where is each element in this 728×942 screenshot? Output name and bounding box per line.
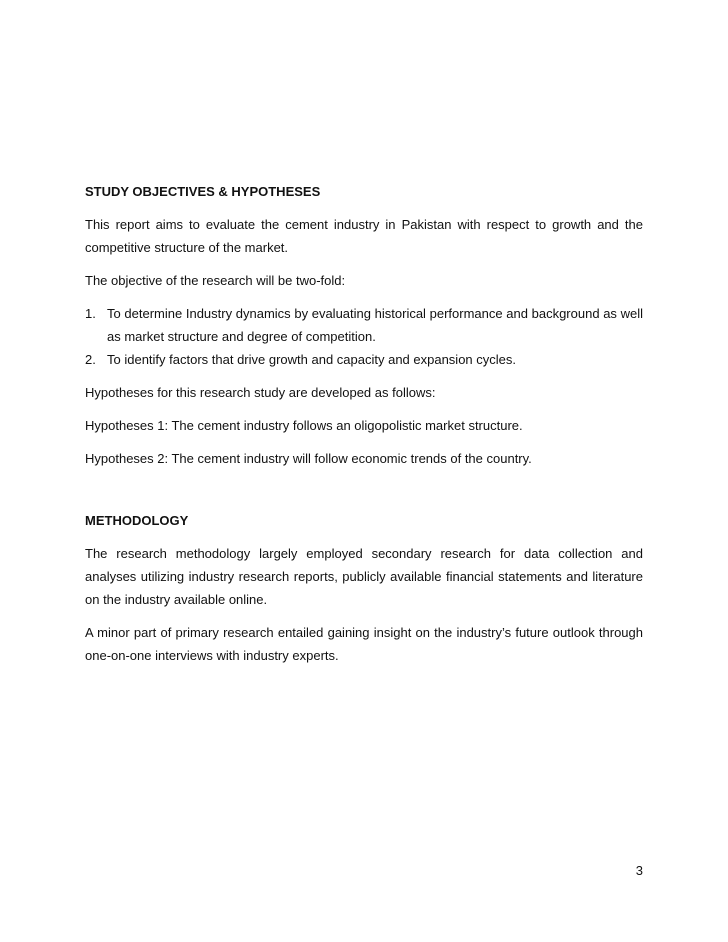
objective-number: 1. [85,306,96,321]
objective-text: To determine Industry dynamics by evaluating historical performance and background as well as market structure and degree of competition. [107,306,643,344]
section-spacer [85,480,643,510]
hypothesis-2: Hypotheses 2: The cement industry will follow economic trends of the country. [85,451,532,466]
objectives-list [85,302,643,371]
page-number: 3 [635,863,643,878]
objective-item [85,302,643,348]
page-content [85,181,643,677]
section-heading-objectives: STUDY OBJECTIVES & HYPOTHESES [85,184,321,199]
hypothesis-1: Hypotheses 1: The cement industry follows an oligopolistic market structure. [85,418,523,433]
intro-paragraph: This report aims to evaluate the cement industry in Pakistan with respect to growth and the competitive structure of the market. [85,217,643,255]
section-heading-methodology: METHODOLOGY [85,513,189,528]
objective-number: 2. [85,352,96,367]
objective-lead-paragraph: The objective of the research will be two-fold: [85,273,346,288]
objective-text: To identify factors that drive growth and capacity and expansion cycles. [107,352,516,367]
methodology-paragraph-1: The research methodology largely employed secondary research for data collection and analyses utilizing industry research reports, publicly available financial statements and literature on the industry available online. [85,546,643,607]
objective-item [85,348,643,371]
hypotheses-lead-paragraph: Hypotheses for this research study are developed as follows: [85,385,436,400]
methodology-paragraph-2: A minor part of primary research entailed gaining insight on the industry’s future outlook through one-on-one interviews with industry experts. [85,625,643,663]
